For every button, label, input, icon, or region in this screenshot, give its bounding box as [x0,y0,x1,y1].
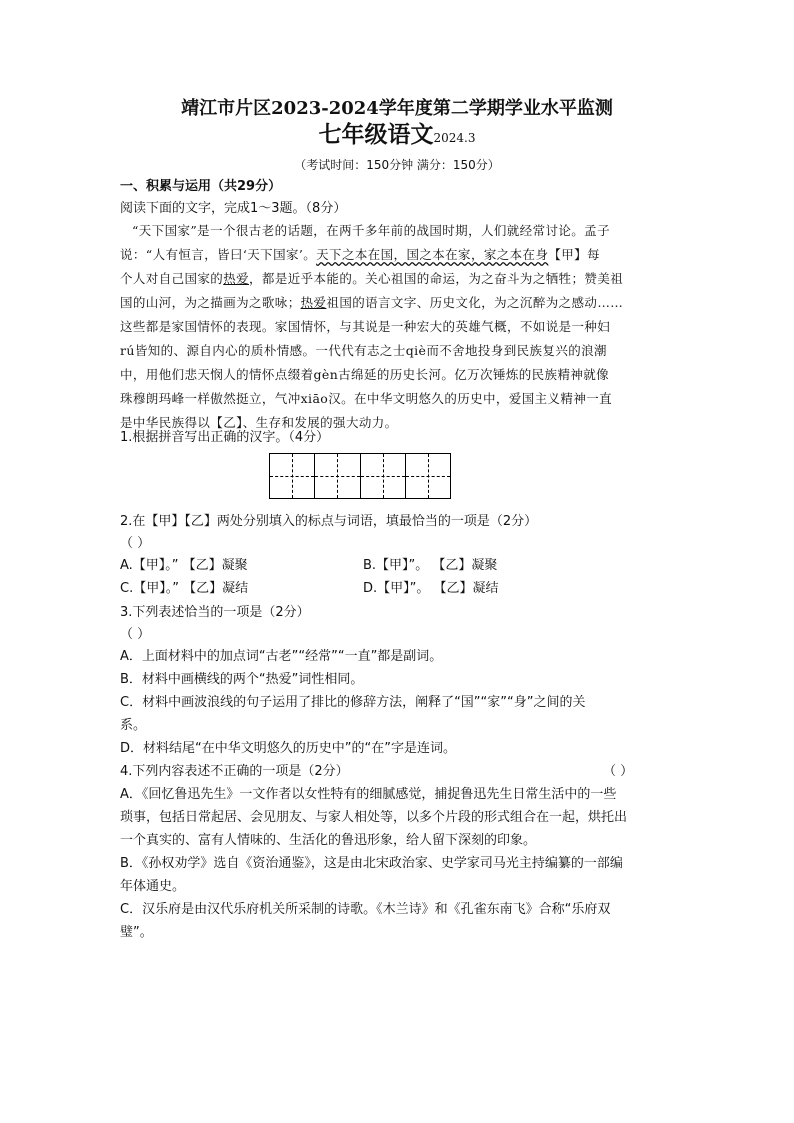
passage-line [120,270,623,288]
underlined-word: 热爱 [223,271,250,286]
question-1-stem: 1.根据拼音写出正确的汉字。（4分） [120,430,330,445]
subject-name: 七年级语文 [318,121,434,148]
passage-text: ，都是近乎本能的。关心祖国的命运，为之奋斗为之牺牲；赞美祖 [249,271,624,286]
blank-jia: 【甲】每 [548,247,600,262]
answer-cell[interactable] [315,454,360,498]
option-b: B.【甲】”。 【乙】凝聚 [363,558,498,573]
exam-date: 2024.3 [433,131,476,145]
exam-title: 靖江市片区2023-2024学年度第二学期学业水平监测 [181,98,613,119]
option-c-cont: 系。 [120,718,147,733]
passage-text: 国的山河，为之描画为之歌咏； [120,295,301,310]
option-a: A.【甲】。” 【乙】凝聚 [120,558,248,573]
passage-text: 个人对自己国家的 [120,271,224,286]
section-heading: 一、积累与运用（共29分） [120,179,282,194]
passage-line [120,246,600,264]
question-2-stem: 2.在【甲】【乙】两处分别填入的标点与词语，填最恰当的一项是（2分） [120,514,538,529]
section-instruction: 阅读下面的文字，完成1～3题。（8分） [120,201,347,216]
passage-line: 这些都是家国情怀的表现。家国情怀，与其说是一种宏大的英雄气概，不如说是一种妇 [120,319,611,334]
passage-text: 祖国的语言文字、历史文化，为之沉醉为之感动…… [326,295,624,310]
answer-grid[interactable] [269,453,451,499]
option-d: D.【甲】”。 【乙】凝结 [363,581,499,596]
wavy-underlined-sentence: 天下之本在国，国之本在家，家之本在身 [316,247,549,262]
underlined-word: 热爱 [300,295,327,310]
option-b: B．《孙权劝学》选自《资治通鉴》，这是由北宋政治家、史学家司马光主持编纂的一部编 [120,856,623,871]
option-a-cont: 一个真实的、富有人情味的、生活化的鲁迅形象，给人留下深刻的印象。 [120,833,537,848]
answer-cell[interactable] [270,454,315,498]
option-b: B．材料中画横线的两个“热爱”词性相同。 [120,672,364,687]
option-b-cont: 年体通史。 [120,879,186,894]
option-d: D．材料结尾“在中华文明悠久的历史中”的“在”字是连词。 [120,741,456,756]
option-c: C.【甲】。” 【乙】凝结 [120,581,249,596]
option-a: A．《回忆鲁迅先生》一文作者以女性特有的细腻感觉，捕捉鲁迅先生日常生活中的一些 [120,787,617,802]
passage-text: 说：“人有恒言，皆曰‘天下国家’。 [120,247,317,262]
answer-cell[interactable] [361,454,406,498]
passage-line: 是中华民族得以【乙】、生存和发展的强大动力。 [120,415,398,430]
question-4-stem: 4.下列内容表述不正确的一项是（2分） [120,764,349,779]
option-c-cont: 璧”。 [120,925,153,940]
answer-cell[interactable] [406,454,450,498]
option-c: C．材料中画波浪线的句子运用了排比的修辞方法，阐释了“国”“家”“身”之间的关 [120,695,586,710]
passage-line: “天下国家”是一个很古老的话题，在两千多年前的战国时期，人们就经常讨论。孟子 [132,223,610,238]
answer-paren: （ ） [603,764,634,779]
option-a: A．上面材料中的加点词“古老”“经常”“一直”都是副词。 [120,649,443,664]
option-c: C．汉乐府是由汉代乐府机关所采制的诗歌。《木兰诗》和《孔雀东南飞》合称“乐府双 [120,902,611,917]
passage-line [120,294,623,312]
passage-line: 珠穆朗玛峰一样傲然挺立，气冲xiāo汉。在中华文明悠久的历史中，爱国主义精神一直 [120,391,613,406]
answer-paren: （ ） [120,627,151,642]
subject-title [0,121,794,148]
answer-paren: （ ） [120,536,151,551]
passage-line: rú皆知的、源自内心的质朴情感。一代代有志之士qiè而不舍地投身到民族复兴的浪潮 [120,343,607,358]
exam-info: （考试时间：150分钟 满分：150分） [294,158,500,172]
question-3-stem: 3.下列表述恰当的一项是（2分） [120,605,310,620]
passage-line: 中，用他们悲天悯人的情怀点缀着gèn古绵延的历史长河。亿万次锤炼的民族精神就像 [120,367,610,382]
option-a-cont: 琐事，包括日常起居、会见朋友、与家人相处等，以多个片段的形式组合在一起，烘托出 [120,810,628,825]
